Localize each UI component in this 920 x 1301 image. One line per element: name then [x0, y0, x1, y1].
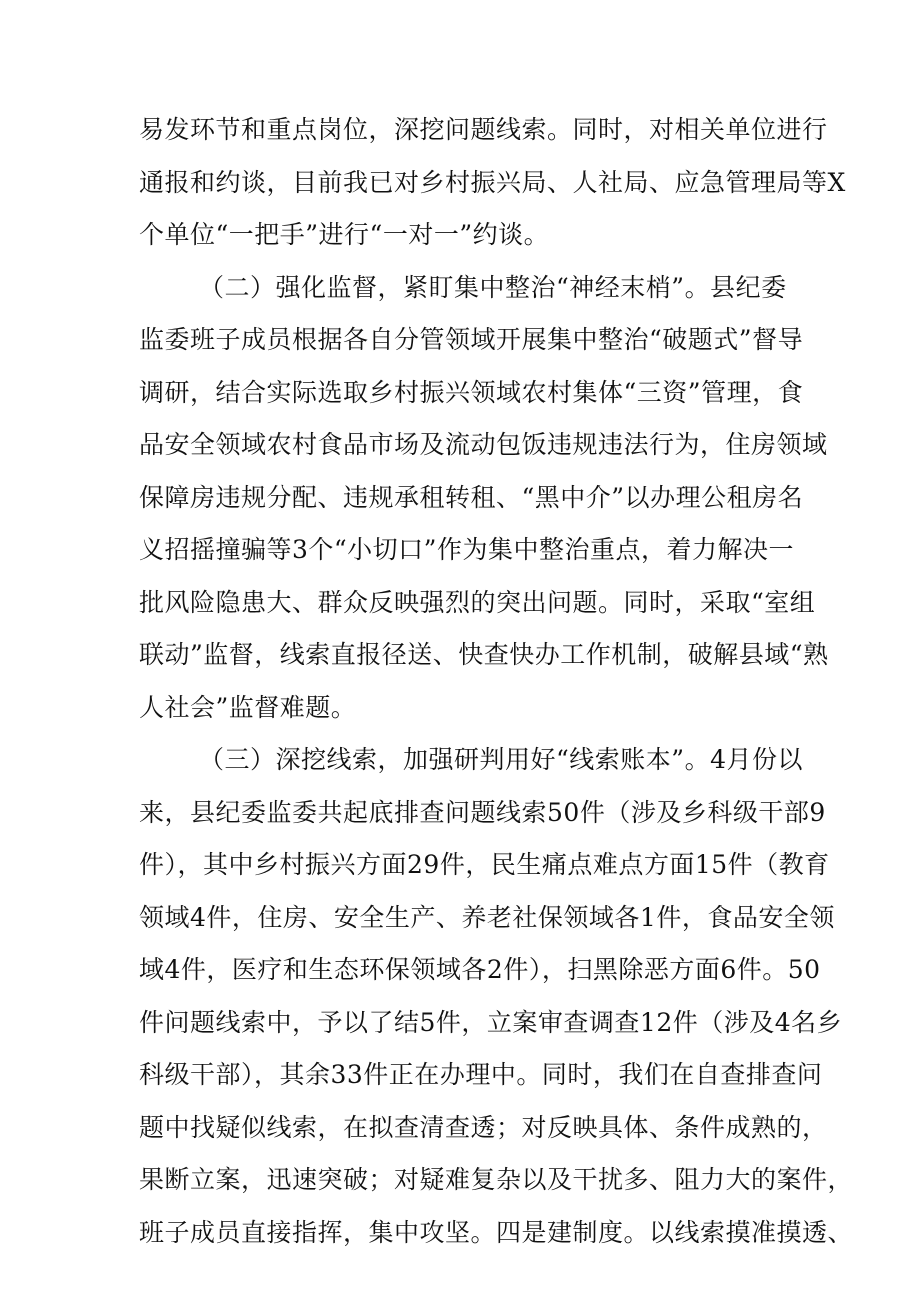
text-line: 领域4件，住房、安全生产、养老社保领域各1件，食品安全领: [139, 902, 835, 932]
text-line: （二）强化监督，紧盯集中整治“神经末梢”。县纪委: [199, 272, 787, 302]
text-line: （三）深挖线索，加强研判用好“线索账本”。4月份以: [199, 745, 803, 774]
paragraph-continuation: [139, 787, 854, 1260]
paragraph-continuation: [139, 314, 829, 734]
text-line: 义招摇撞骗等3个“小切口”作为集中整治重点，着力解决一: [139, 535, 794, 564]
text-line: 班子成员直接指挥，集中攻坚。四是建制度。以线索摸准摸透、: [139, 1217, 854, 1247]
paragraph: [139, 104, 846, 262]
text-line: 易发环节和重点岗位，深挖问题线索。同时，对相关单位进行: [139, 115, 828, 144]
text-line: 人社会”监督难题。: [139, 692, 357, 722]
document-body: [139, 104, 854, 1259]
text-line: 监委班子成员根据各自分管领域开展集中整治“破题式”督导: [139, 325, 804, 354]
text-line: 保障房违规分配、违规承租转租、“黑中介”以办理公租房名: [139, 482, 804, 512]
text-line: 来，县纪委监委共起底排查问题线索50件（涉及乡科级干部9: [139, 797, 826, 827]
paragraph: [139, 734, 803, 787]
text-line: 域4件，医疗和生态环保领域各2件），扫黑除恶方面6件。50: [139, 955, 821, 984]
text-line: 题中找疑似线索，在拟查清查透；对反映具体、条件成熟的，: [139, 1112, 828, 1142]
text-line: 件问题线索中，予以了结5件，立案审查调查12件（涉及4名乡: [139, 1007, 843, 1037]
text-line: 个单位“一把手”进行“一对一”约谈。: [139, 220, 550, 249]
text-line: 件），其中乡村振兴方面29件，民生痛点难点方面15件（教育: [139, 850, 830, 879]
text-line: 科级干部），其余33件正在办理中。同时，我们在自查排查问: [139, 1060, 823, 1089]
text-line: 通报和约谈，目前我已对乡村振兴局、人社局、应急管理局等X: [139, 167, 846, 197]
text-line: 调研，结合实际选取乡村振兴领域农村集体“三资”管理，食: [139, 377, 804, 407]
text-line: 果断立案，迅速突破；对疑难复杂以及干扰多、阻力大的案件，: [139, 1165, 854, 1194]
paragraph: [139, 262, 799, 315]
text-line: 批风险隐患大、群众反映强烈的突出问题。同时，采取“室组: [139, 587, 816, 617]
text-line: 品安全领域农村食品市场及流动包饭违规违法行为，住房领域: [139, 430, 828, 459]
text-line: 联动”监督，线索直报径送、快查快办工作机制，破解县域“熟: [139, 640, 829, 669]
